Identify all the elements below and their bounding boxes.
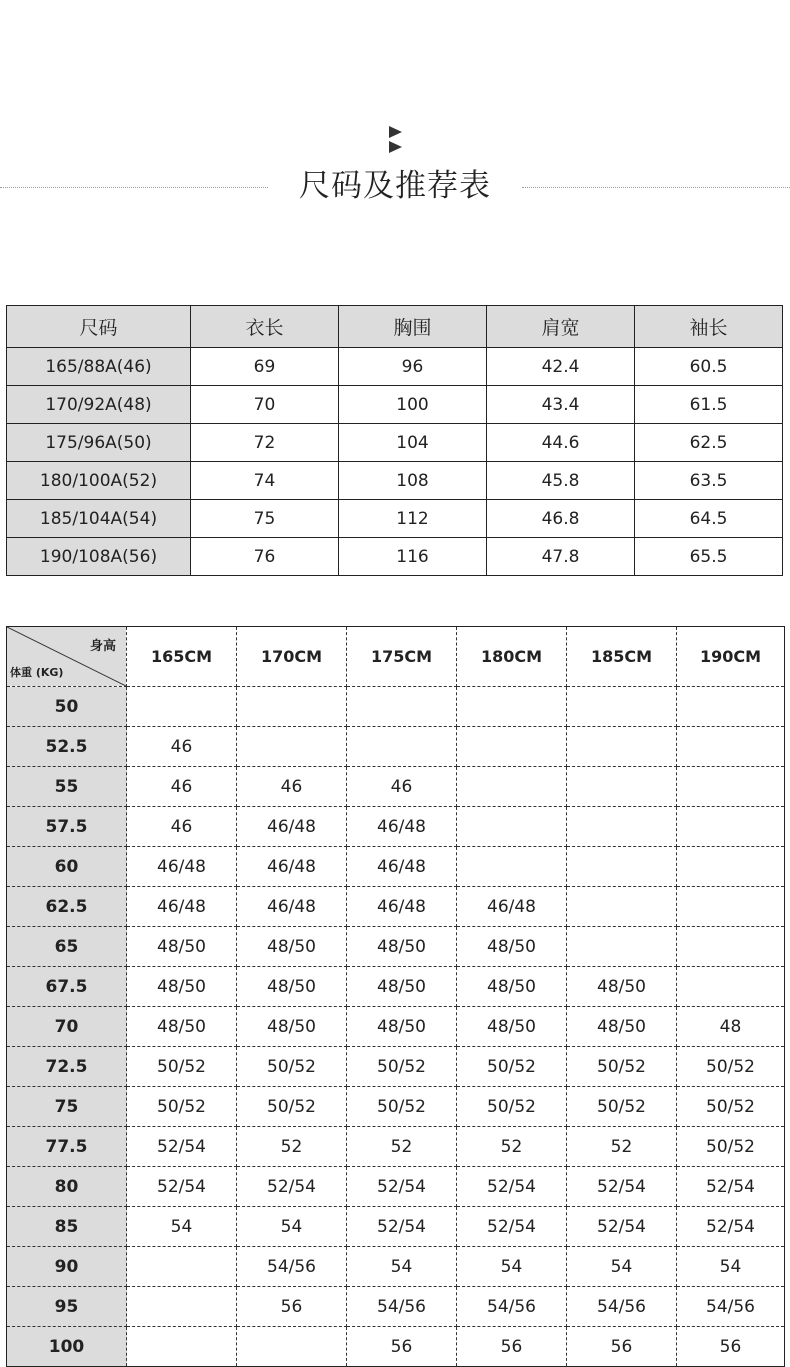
recommended-size-cell: 48/50 [457,967,567,1007]
height-header: 180CM [457,627,567,687]
weight-cell: 57.5 [7,807,127,847]
recommend-table-row [7,967,785,1007]
size-value-cell: 63.5 [635,462,783,500]
size-value-cell: 100 [339,386,487,424]
recommend-table-row [7,847,785,887]
size-table-row [7,424,783,462]
size-value-cell: 116 [339,538,487,576]
recommend-table-row [7,1127,785,1167]
recommended-size-cell: 50/52 [237,1047,347,1087]
recommend-table-row [7,1327,785,1367]
size-table-header: 胸围 [339,306,487,348]
recommended-size-cell [567,767,677,807]
recommended-size-cell: 56 [567,1327,677,1367]
recommended-size-cell: 52/54 [127,1127,237,1167]
weight-cell: 67.5 [7,967,127,1007]
recommend-table-row [7,807,785,847]
recommended-size-cell [457,687,567,727]
height-axis-label: 身高 [89,639,116,654]
recommend-table-row [7,1087,785,1127]
recommended-size-cell [567,687,677,727]
recommended-size-cell [567,927,677,967]
recommended-size-cell: 46/48 [347,887,457,927]
size-value-cell: 43.4 [487,386,635,424]
recommended-size-cell: 46/48 [347,807,457,847]
size-value-cell: 108 [339,462,487,500]
recommended-size-cell [567,807,677,847]
size-value-cell: 76 [191,538,339,576]
weight-cell: 100 [7,1327,127,1367]
recommended-size-cell: 46/48 [237,807,347,847]
recommended-size-cell: 52/54 [567,1167,677,1207]
weight-cell: 70 [7,1007,127,1047]
recommended-size-cell: 50/52 [347,1087,457,1127]
size-table-row [7,538,783,576]
recommended-size-cell: 52/54 [457,1207,567,1247]
recommended-size-cell: 52 [347,1127,457,1167]
weight-cell: 62.5 [7,887,127,927]
weight-cell: 72.5 [7,1047,127,1087]
recommended-size-cell [127,1287,237,1327]
size-label-cell: 170/92A(48) [7,386,191,424]
recommended-size-cell [347,727,457,767]
recommended-size-cell: 46/48 [237,887,347,927]
corner-header-cell [7,627,127,687]
recommended-size-cell [347,687,457,727]
recommended-size-cell: 46/48 [237,847,347,887]
recommended-size-cell: 48/50 [567,967,677,1007]
recommended-size-cell [567,727,677,767]
recommended-size-cell: 46 [127,767,237,807]
recommended-size-cell: 50/52 [127,1087,237,1127]
weight-cell: 77.5 [7,1127,127,1167]
recommended-size-cell: 50/52 [347,1047,457,1087]
recommended-size-cell [457,767,567,807]
recommended-size-cell: 48/50 [457,927,567,967]
page-title: 尺码及推荐表 [299,168,491,204]
play-arrows-icon [389,126,403,156]
recommended-size-cell: 52/54 [677,1167,785,1207]
recommended-size-cell [677,927,785,967]
recommended-size-cell: 54/56 [567,1287,677,1327]
height-header: 170CM [237,627,347,687]
weight-axis-label: 体重 (KG) [10,666,64,679]
recommended-size-cell: 56 [677,1327,785,1367]
recommended-size-cell: 50/52 [127,1047,237,1087]
recommended-size-cell: 52 [237,1127,347,1167]
recommend-table-row [7,1247,785,1287]
recommended-size-cell [677,887,785,927]
weight-cell: 55 [7,767,127,807]
recommended-size-cell: 48/50 [127,927,237,967]
recommended-size-cell: 46/48 [457,887,567,927]
recommended-size-cell: 50/52 [567,1087,677,1127]
size-table-header: 袖长 [635,306,783,348]
height-header: 190CM [677,627,785,687]
recommended-size-cell: 50/52 [237,1087,347,1127]
triangle-right-icon [389,141,402,153]
recommended-size-cell: 54 [347,1247,457,1287]
recommended-size-cell: 50/52 [677,1047,785,1087]
size-value-cell: 64.5 [635,500,783,538]
recommended-size-cell: 46 [127,727,237,767]
recommend-table-row [7,1287,785,1327]
size-table-row [7,386,783,424]
recommended-size-cell: 46/48 [127,887,237,927]
recommended-size-cell: 52/54 [457,1167,567,1207]
recommended-size-cell: 54 [567,1247,677,1287]
recommended-size-cell: 50/52 [457,1047,567,1087]
weight-cell: 50 [7,687,127,727]
recommended-size-cell: 56 [457,1327,567,1367]
recommended-size-cell [127,1327,237,1367]
size-value-cell: 60.5 [635,348,783,386]
recommended-size-cell: 52/54 [347,1167,457,1207]
recommended-size-cell: 54 [677,1247,785,1287]
height-header: 185CM [567,627,677,687]
size-table-row [7,500,783,538]
recommended-size-cell [567,847,677,887]
recommend-table-row [7,1047,785,1087]
size-value-cell: 96 [339,348,487,386]
triangle-right-icon [389,126,402,138]
size-value-cell: 104 [339,424,487,462]
recommended-size-cell [127,1247,237,1287]
size-value-cell: 112 [339,500,487,538]
weight-cell: 75 [7,1087,127,1127]
recommended-size-cell: 48/50 [347,967,457,1007]
recommended-size-cell: 52/54 [347,1207,457,1247]
recommended-size-cell [237,687,347,727]
recommended-size-cell: 46/48 [127,847,237,887]
size-value-cell: 69 [191,348,339,386]
recommended-size-cell: 46 [237,767,347,807]
weight-cell: 95 [7,1287,127,1327]
weight-cell: 85 [7,1207,127,1247]
recommend-table-row [7,1207,785,1247]
size-label-cell: 185/104A(54) [7,500,191,538]
recommended-size-cell: 46 [347,767,457,807]
size-table-header: 肩宽 [487,306,635,348]
recommended-size-cell: 54/56 [347,1287,457,1327]
size-value-cell: 44.6 [487,424,635,462]
recommended-size-cell: 54 [237,1207,347,1247]
size-value-cell: 45.8 [487,462,635,500]
recommended-size-cell: 50/52 [677,1127,785,1167]
weight-cell: 90 [7,1247,127,1287]
size-table [6,305,783,576]
recommend-table-row [7,687,785,727]
recommended-size-cell: 52/54 [567,1207,677,1247]
size-value-cell: 72 [191,424,339,462]
recommended-size-cell [677,727,785,767]
size-value-cell: 46.8 [487,500,635,538]
recommended-size-cell: 50/52 [457,1087,567,1127]
recommended-size-cell [237,1327,347,1367]
size-value-cell: 65.5 [635,538,783,576]
size-label-cell: 190/108A(56) [7,538,191,576]
recommended-size-cell [677,687,785,727]
recommended-size-cell [677,967,785,1007]
recommended-size-cell [237,727,347,767]
recommend-table [6,626,785,1367]
recommend-table-row [7,927,785,967]
size-value-cell: 75 [191,500,339,538]
recommended-size-cell: 48/50 [237,927,347,967]
size-table-row [7,462,783,500]
recommended-size-cell: 52/54 [237,1167,347,1207]
recommend-table-row [7,767,785,807]
size-label-cell: 180/100A(52) [7,462,191,500]
recommended-size-cell: 46 [127,807,237,847]
size-table-row [7,348,783,386]
recommended-size-cell: 54 [457,1247,567,1287]
recommended-size-cell: 50/52 [567,1047,677,1087]
recommended-size-cell [567,887,677,927]
weight-cell: 52.5 [7,727,127,767]
size-value-cell: 42.4 [487,348,635,386]
recommended-size-cell: 52 [457,1127,567,1167]
recommended-size-cell: 54/56 [457,1287,567,1327]
recommend-table-row [7,727,785,767]
recommended-size-cell: 48/50 [127,1007,237,1047]
size-value-cell: 74 [191,462,339,500]
size-value-cell: 62.5 [635,424,783,462]
recommended-size-cell: 48/50 [567,1007,677,1047]
recommended-size-cell: 50/52 [677,1087,785,1127]
title-divider-right [522,187,790,188]
weight-cell: 65 [7,927,127,967]
recommend-table-row [7,887,785,927]
recommended-size-cell: 52/54 [677,1207,785,1247]
size-table-header: 尺码 [7,306,191,348]
recommended-size-cell: 52 [567,1127,677,1167]
recommended-size-cell: 48/50 [347,1007,457,1047]
recommended-size-cell: 56 [237,1287,347,1327]
recommended-size-cell: 48/50 [127,967,237,1007]
recommended-size-cell: 56 [347,1327,457,1367]
recommended-size-cell: 54/56 [677,1287,785,1327]
size-label-cell: 175/96A(50) [7,424,191,462]
recommended-size-cell: 52/54 [127,1167,237,1207]
recommended-size-cell [457,847,567,887]
recommended-size-cell: 48/50 [237,1007,347,1047]
recommended-size-cell: 54 [127,1207,237,1247]
recommended-size-cell [457,727,567,767]
recommended-size-cell [677,807,785,847]
weight-cell: 60 [7,847,127,887]
recommend-table-row [7,1007,785,1047]
recommended-size-cell: 46/48 [347,847,457,887]
recommended-size-cell [127,687,237,727]
recommended-size-cell [677,767,785,807]
recommended-size-cell: 48/50 [347,927,457,967]
size-table-header: 衣长 [191,306,339,348]
recommended-size-cell: 54/56 [237,1247,347,1287]
title-divider-left [0,187,268,188]
size-table-header-row [7,306,783,348]
size-value-cell: 47.8 [487,538,635,576]
recommended-size-cell: 48/50 [457,1007,567,1047]
weight-cell: 80 [7,1167,127,1207]
recommended-size-cell: 48 [677,1007,785,1047]
recommended-size-cell [677,847,785,887]
recommended-size-cell [457,807,567,847]
height-header: 175CM [347,627,457,687]
size-value-cell: 70 [191,386,339,424]
recommend-table-row [7,1167,785,1207]
size-label-cell: 165/88A(46) [7,348,191,386]
recommend-table-header-row [7,627,785,687]
recommended-size-cell: 48/50 [237,967,347,1007]
size-value-cell: 61.5 [635,386,783,424]
height-header: 165CM [127,627,237,687]
